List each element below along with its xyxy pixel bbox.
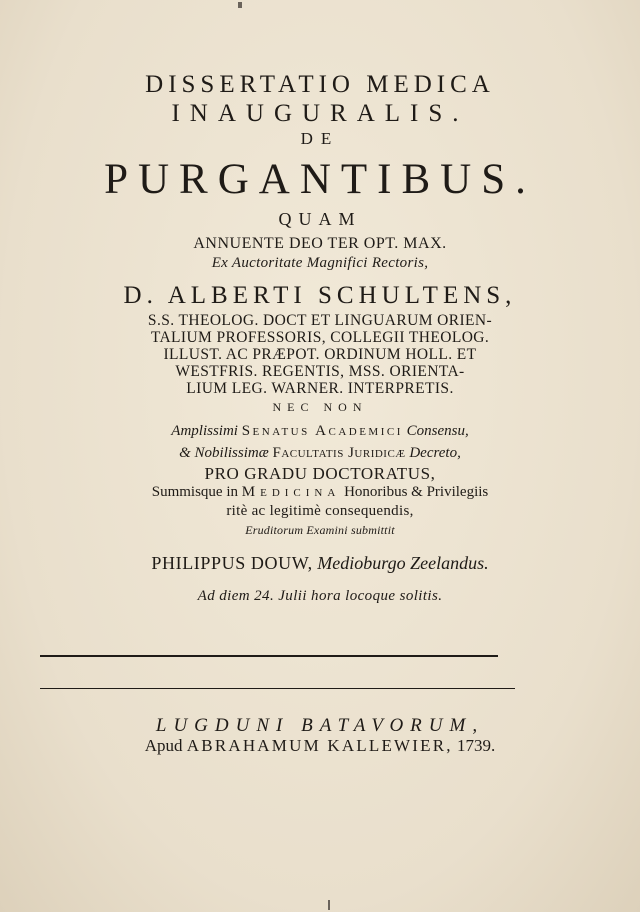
title-quam-text: QUAM bbox=[278, 209, 362, 229]
auctoritate-text: Ex Auctoritate Magnifici Rectoris, bbox=[211, 255, 429, 271]
rector-title-5 bbox=[0, 381, 640, 397]
date-text: Ad diem 24. Julii hora locoque solitis. bbox=[197, 588, 443, 604]
title-subject bbox=[0, 158, 640, 201]
nec-non-text: NEC NON bbox=[272, 400, 368, 414]
summis-post: Honoribus & Privilegiis bbox=[344, 484, 489, 500]
author-origin: Medioburgo Zeelandus. bbox=[317, 553, 489, 573]
auctoritate-line bbox=[0, 256, 640, 271]
pro-gradu-line bbox=[0, 465, 640, 482]
facultas-pre: & Nobilissimæ bbox=[179, 445, 269, 461]
title-subject-text: PURGANTIBUS. bbox=[104, 156, 536, 203]
summis-mid: Medicina bbox=[241, 484, 341, 500]
annuente-text: ANNUENTE DEO TER OPT. MAX. bbox=[193, 235, 447, 252]
imprint-printer: ABRAHAMUM KALLEWIER, bbox=[186, 736, 453, 755]
annuente-line bbox=[0, 236, 640, 252]
rite-line bbox=[0, 504, 640, 519]
rector-title-4 bbox=[0, 364, 640, 380]
pro-gradu-text: PRO GRADU DOCTORATUS, bbox=[204, 464, 436, 483]
facultas-mid: Facultatis Juridicæ bbox=[272, 445, 406, 461]
facultas-post: Decreto, bbox=[409, 445, 461, 461]
imprint-apud: Apud bbox=[144, 736, 183, 755]
rector-title-3 bbox=[0, 347, 640, 363]
rector-name-text: D. ALBERTI SCHULTENS, bbox=[123, 282, 517, 309]
imprint-city bbox=[0, 716, 640, 735]
rector-title-2 bbox=[0, 330, 640, 346]
author-name: PHILIPPUS DOUW, bbox=[151, 553, 313, 573]
top-edge-mark bbox=[238, 2, 242, 8]
author-line bbox=[0, 554, 640, 572]
title-line-2 bbox=[0, 101, 640, 126]
date-line bbox=[0, 589, 640, 604]
rule-upper bbox=[40, 655, 498, 657]
summis-line bbox=[0, 485, 640, 500]
title-de bbox=[0, 130, 640, 147]
rector-name bbox=[0, 283, 640, 308]
title-de-text: DE bbox=[300, 129, 340, 148]
examini-line bbox=[0, 524, 640, 536]
imprint-printer-line bbox=[0, 737, 640, 754]
facultas-line bbox=[0, 446, 640, 461]
rector-title-5-text: LIUM LEG. WARNER. INTERPRETIS. bbox=[186, 380, 454, 397]
rite-text: ritè ac legitimè consequendis, bbox=[226, 503, 414, 519]
rector-title-3-text: ILLUST. AC PRÆPOT. ORDINUM HOLL. ET bbox=[163, 346, 477, 363]
nec-non-line bbox=[0, 401, 640, 413]
senatus-line bbox=[0, 424, 640, 439]
bottom-edge-mark bbox=[328, 900, 330, 910]
examini-text: Eruditorum Examini submittit bbox=[245, 523, 395, 537]
imprint-city-text: LUGDUNI BATAVORUM, bbox=[155, 715, 485, 736]
senatus-post: Consensu, bbox=[406, 423, 469, 439]
rector-title-4-text: WESTFRIS. REGENTIS, MSS. ORIENTA- bbox=[175, 363, 465, 380]
title-line-2-text: INAUGURALIS. bbox=[171, 100, 469, 127]
title-line-1-text: DISSERTATIO MEDICA bbox=[145, 71, 495, 98]
senatus-mid: Senatus Academici bbox=[241, 423, 403, 439]
rector-title-1-text: S.S. THEOLOG. DOCT ET LINGUARUM ORIEN- bbox=[147, 312, 493, 329]
rector-title-1 bbox=[0, 313, 640, 329]
senatus-pre: Amplissimi bbox=[171, 423, 238, 439]
rule-lower bbox=[40, 688, 515, 689]
rector-title-2-text: TALIUM PROFESSORIS, COLLEGII THEOLOG. bbox=[150, 329, 490, 346]
title-quam bbox=[0, 210, 640, 228]
imprint-year: 1739. bbox=[456, 736, 496, 755]
title-line-1 bbox=[0, 72, 640, 97]
summis-pre: Summisque in bbox=[151, 484, 239, 500]
